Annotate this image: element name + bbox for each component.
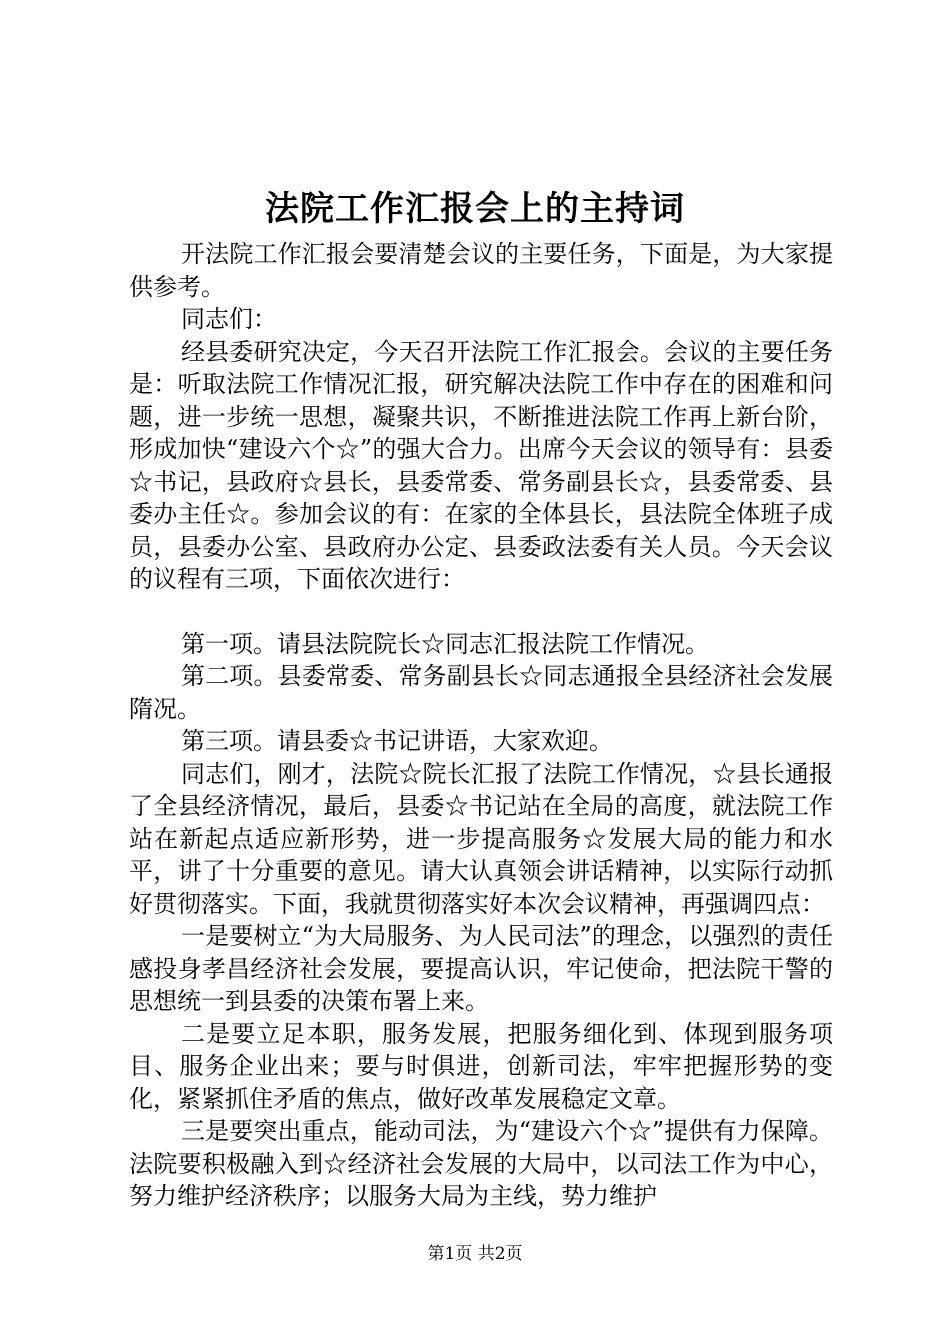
agenda-item-2: 第二项。县委常委、常务副县长☆同志通报全县经济社会发展隋况。 [129,662,833,723]
summary-paragraph: 同志们，刚才，法院☆院长汇报了法院工作情况，☆县长通报了全县经济情况，最后，县委☆书记站在全局的高度，就法院工作站在新起点适应新形势，进一步提高服务☆发展大局的能力和水平，讲了十分重要的意见。请大认真领会讲话精神，以实际行动抓好贯彻落实。下面，我就贯彻落实好本次会议精神，再强调四点： [129,759,833,918]
point-2-paragraph: 二是要立足本职，服务发展，把服务细化到、体现到服务项目、服务企业出来；要与时俱进，创新司法，牢牢把握形势的变化，紧紧抓住矛盾的焦点，做好改革发展稳定文章。 [129,1019,833,1113]
salutation: 同志们： [181,305,277,333]
paragraph-gap [129,596,833,628]
opening-paragraph: 经县委研究决定，今天召开法院工作汇报会。会议的主要任务是：听取法院工作情况汇报，研究解决法院工作中存在的困难和问题，进一步统一思想，凝聚共识，不断推进法院工作再上新台阶，形成加快“建设六个☆”的强大合力。出席今天会议的领导有：县委☆书记，县政府☆县长，县委常委、常务副县长☆，县委常委、县委办主任☆。参加会议的有：在家的全体县长，县法院全体班子成员，县委办公室、县政府办公定、县委政法委有关人员。今天会议的议程有三项，下面依次进行： [129,337,833,593]
intro-paragraph: 开法院工作汇报会要清楚会议的主要任务，下面是，为大家提供参考。 [129,240,833,301]
agenda-item-3: 第三项。请县委☆书记讲语，大家欢迎。 [181,727,613,755]
point-1-paragraph: 一是要树立“为大局服务、为人民司法”的理念，以强烈的责任感投身孝昌经济社会发展，要提高认识，牢记使命，把法院干警的思想统一到县委的决策布署上来。 [129,922,833,1015]
page-number-footer: 第1页 共2页 [427,1244,523,1264]
agenda-item-1: 第一项。请县法院院长☆同志汇报法院工作情况。 [181,629,709,658]
document-title: 法院工作汇报会上的主持词 [265,189,685,229]
point-3-paragraph: 三是要突出重点，能动司法，为“建设六个☆”提供有力保障。法院要积极融入到☆经济社会发展的大局中，以司法工作为中心，努力维护经济秩序；以服务大局为主线，势力维护 [129,1117,833,1210]
document-body [129,238,833,1213]
